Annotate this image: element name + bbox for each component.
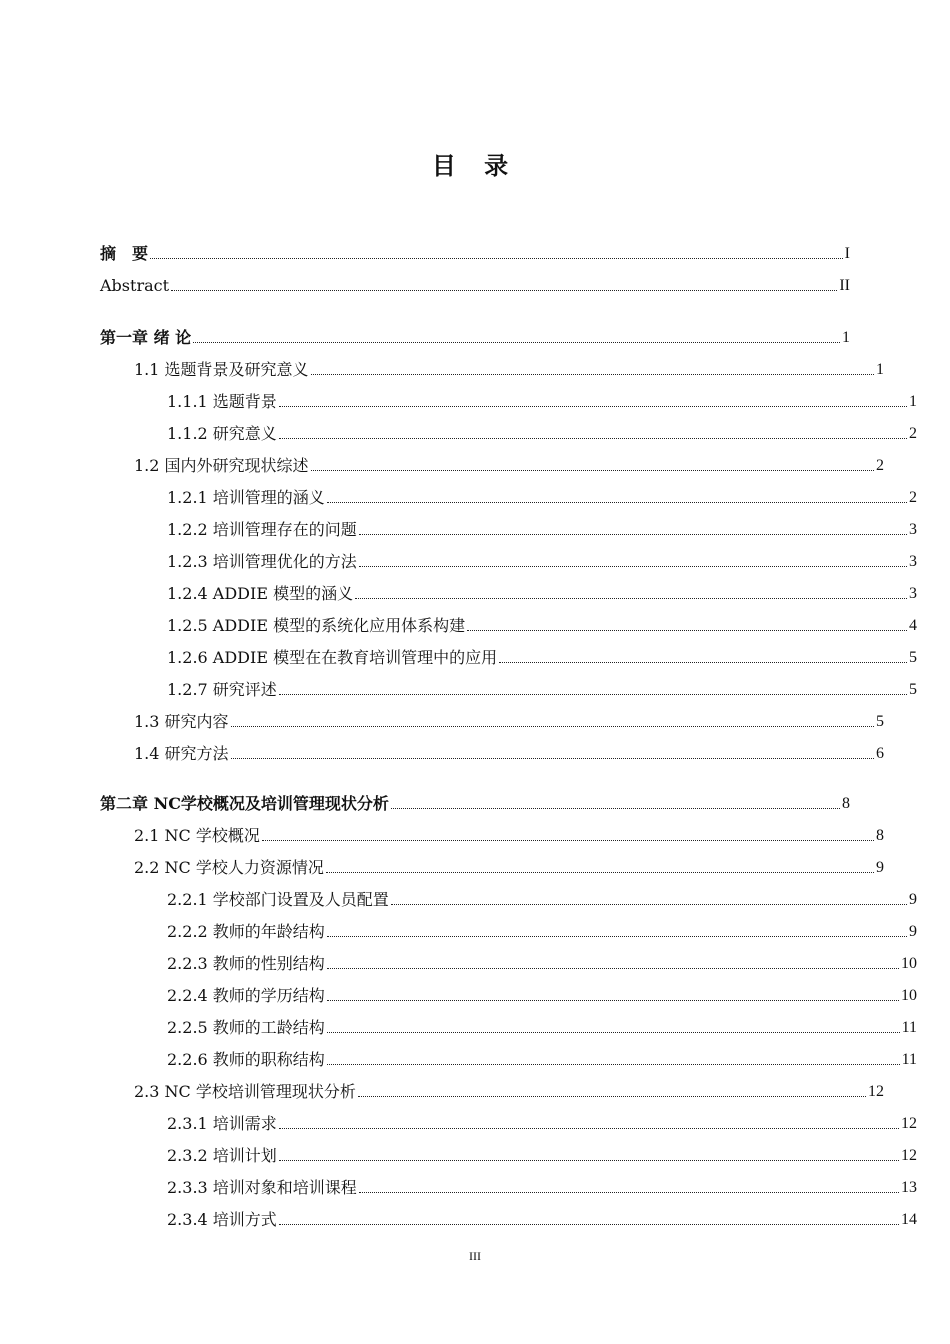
toc-entry-page: 5 <box>876 713 884 730</box>
toc-entry-title: 1.2.3 培训管理优化的方法 <box>167 552 357 571</box>
toc-entry[interactable] <box>100 516 917 540</box>
toc-entry-title: 第二章 NC学校概况及培训管理现状分析 <box>100 794 389 813</box>
dot-leader <box>279 1223 899 1225</box>
toc-entry[interactable] <box>100 484 917 508</box>
toc-entry-page: 14 <box>901 1211 917 1228</box>
toc-entry-page: 9 <box>876 859 884 876</box>
toc-entry-page: 8 <box>842 795 850 812</box>
toc-entry-page: 4 <box>909 617 917 634</box>
toc-entry-title: 2.2.2 教师的年龄结构 <box>167 922 325 941</box>
dot-leader <box>311 373 874 375</box>
toc-entry-page: 11 <box>901 1019 917 1036</box>
dot-leader <box>327 935 907 937</box>
dot-leader <box>327 967 899 969</box>
toc-entry-page: 2 <box>876 457 884 474</box>
dot-leader <box>355 597 907 599</box>
toc-entry-page: 1 <box>842 329 850 346</box>
toc-entry[interactable] <box>100 1110 917 1134</box>
toc-entry[interactable] <box>100 1174 917 1198</box>
toc-entry-title: 2.2 NC 学校人力资源情况 <box>134 858 324 877</box>
dot-leader <box>279 437 907 439</box>
toc-entry[interactable] <box>100 1014 917 1038</box>
toc-entry[interactable] <box>100 822 884 846</box>
toc-entry-page: II <box>839 277 850 294</box>
toc-entry-page: 5 <box>909 649 917 666</box>
dot-leader <box>262 839 874 841</box>
dot-leader <box>391 903 907 905</box>
toc-entry[interactable] <box>100 790 850 814</box>
dot-leader <box>327 1063 900 1065</box>
toc-entry[interactable] <box>100 950 917 974</box>
dot-leader <box>359 1191 899 1193</box>
toc-entry-title: 1.1 选题背景及研究意义 <box>134 360 309 379</box>
dot-leader <box>279 405 907 407</box>
toc-entry-title: 1.2 国内外研究现状综述 <box>134 456 309 475</box>
toc-entry-title: 2.2.1 学校部门设置及人员配置 <box>167 890 389 909</box>
dot-leader <box>193 341 840 343</box>
toc-entry-title: 1.2.2 培训管理存在的问题 <box>167 520 357 539</box>
toc-entry-title: 2.3 NC 学校培训管理现状分析 <box>134 1082 356 1101</box>
toc-entry-page: 3 <box>909 585 917 602</box>
toc-entry-title: 1.2.4 ADDIE 模型的涵义 <box>167 584 354 603</box>
dot-leader <box>231 757 874 759</box>
toc-entry-page: 9 <box>909 923 917 940</box>
dot-leader <box>359 533 907 535</box>
toc-entry-title: 1.3 研究内容 <box>134 712 229 731</box>
toc-entry-title: 2.2.6 教师的职称结构 <box>167 1050 325 1069</box>
toc-entry-page: 11 <box>901 1051 917 1068</box>
toc-entry-title: 2.3.4 培训方式 <box>167 1210 277 1229</box>
toc-entry-title: 摘 要 <box>100 244 149 263</box>
toc-entry[interactable] <box>100 1206 917 1230</box>
toc-entry[interactable] <box>100 548 917 572</box>
toc-entry[interactable] <box>100 272 850 296</box>
dot-leader <box>279 1159 899 1161</box>
toc-entry[interactable] <box>100 740 884 764</box>
toc-entry[interactable] <box>100 580 917 604</box>
toc-entry-title: 第一章 绪 论 <box>100 328 192 347</box>
toc-entry[interactable] <box>100 612 917 636</box>
toc-entry-title: 1.1.1 选题背景 <box>167 392 277 411</box>
toc-entry-page: 1 <box>876 361 884 378</box>
toc-entry-page: 3 <box>909 553 917 570</box>
toc-entry-page: 2 <box>909 489 917 506</box>
dot-leader <box>359 565 907 567</box>
dot-leader <box>327 501 907 503</box>
toc-entry-page: I <box>844 245 850 262</box>
dot-leader <box>467 629 907 631</box>
toc-entry-page: 10 <box>901 955 917 972</box>
toc-entry[interactable] <box>100 388 917 412</box>
toc-entry-page: 13 <box>901 1179 917 1196</box>
dot-leader <box>327 1031 900 1033</box>
toc-entry[interactable] <box>100 854 884 878</box>
toc-entry-title: Abstract <box>100 276 170 295</box>
toc-entry-title: 1.1.2 研究意义 <box>167 424 277 443</box>
toc-entry-page: 5 <box>909 681 917 698</box>
toc-entry-title: 1.2.5 ADDIE 模型的系统化应用体系构建 <box>167 616 466 635</box>
toc-entry[interactable] <box>100 1046 917 1070</box>
dot-leader <box>358 1095 866 1097</box>
page-number-footer: III <box>469 1249 481 1263</box>
toc-entry-page: 9 <box>909 891 917 908</box>
toc-entry-title: 2.3.3 培训对象和培训课程 <box>167 1178 357 1197</box>
toc-entry-title: 2.3.2 培训计划 <box>167 1146 277 1165</box>
dot-leader <box>327 999 899 1001</box>
toc-entry[interactable] <box>100 676 917 700</box>
toc-entry-page: 8 <box>876 827 884 844</box>
toc-entry[interactable] <box>100 918 917 942</box>
page-title: 目 录 <box>431 151 519 180</box>
toc-entry-title: 2.1 NC 学校概况 <box>134 826 260 845</box>
toc-entry-title: 2.2.5 教师的工龄结构 <box>167 1018 325 1037</box>
toc-entry-page: 3 <box>909 521 917 538</box>
toc-entry-page: 6 <box>876 745 884 762</box>
toc-entry-title: 2.2.4 教师的学历结构 <box>167 986 325 1005</box>
dot-leader <box>171 289 837 291</box>
toc-entry[interactable] <box>100 356 884 380</box>
dot-leader <box>326 871 874 873</box>
toc-entry[interactable] <box>100 420 917 444</box>
toc-entry[interactable] <box>100 708 884 732</box>
toc-entry-page: 10 <box>901 987 917 1004</box>
toc-entry[interactable] <box>100 644 917 668</box>
toc-entry[interactable] <box>100 324 850 348</box>
dot-leader <box>150 257 843 259</box>
toc-entry-page: 12 <box>868 1083 884 1100</box>
toc-entry[interactable] <box>100 452 884 476</box>
dot-leader <box>279 1127 899 1129</box>
toc-entry[interactable] <box>100 886 917 910</box>
toc-entry-page: 2 <box>909 425 917 442</box>
toc-entry-page: 12 <box>901 1115 917 1132</box>
dot-leader <box>279 693 907 695</box>
toc-entry[interactable] <box>100 1142 917 1166</box>
toc-entry-title: 2.2.3 教师的性别结构 <box>167 954 325 973</box>
toc-entry-title: 1.4 研究方法 <box>134 744 229 763</box>
dot-leader <box>391 807 840 809</box>
toc-entry[interactable] <box>100 982 917 1006</box>
dot-leader <box>499 661 907 663</box>
toc-entry-title: 1.2.6 ADDIE 模型在在教育培训管理中的应用 <box>167 648 498 667</box>
toc-entry[interactable] <box>100 240 850 264</box>
toc-entry-title: 1.2.1 培训管理的涵义 <box>167 488 325 507</box>
toc-entry-title: 1.2.7 研究评述 <box>167 680 277 699</box>
toc-entry-page: 1 <box>909 393 917 410</box>
dot-leader <box>311 469 874 471</box>
toc-entry-title: 2.3.1 培训需求 <box>167 1114 277 1133</box>
dot-leader <box>231 725 874 727</box>
toc-entry[interactable] <box>100 1078 884 1102</box>
toc-entry-page: 12 <box>901 1147 917 1164</box>
